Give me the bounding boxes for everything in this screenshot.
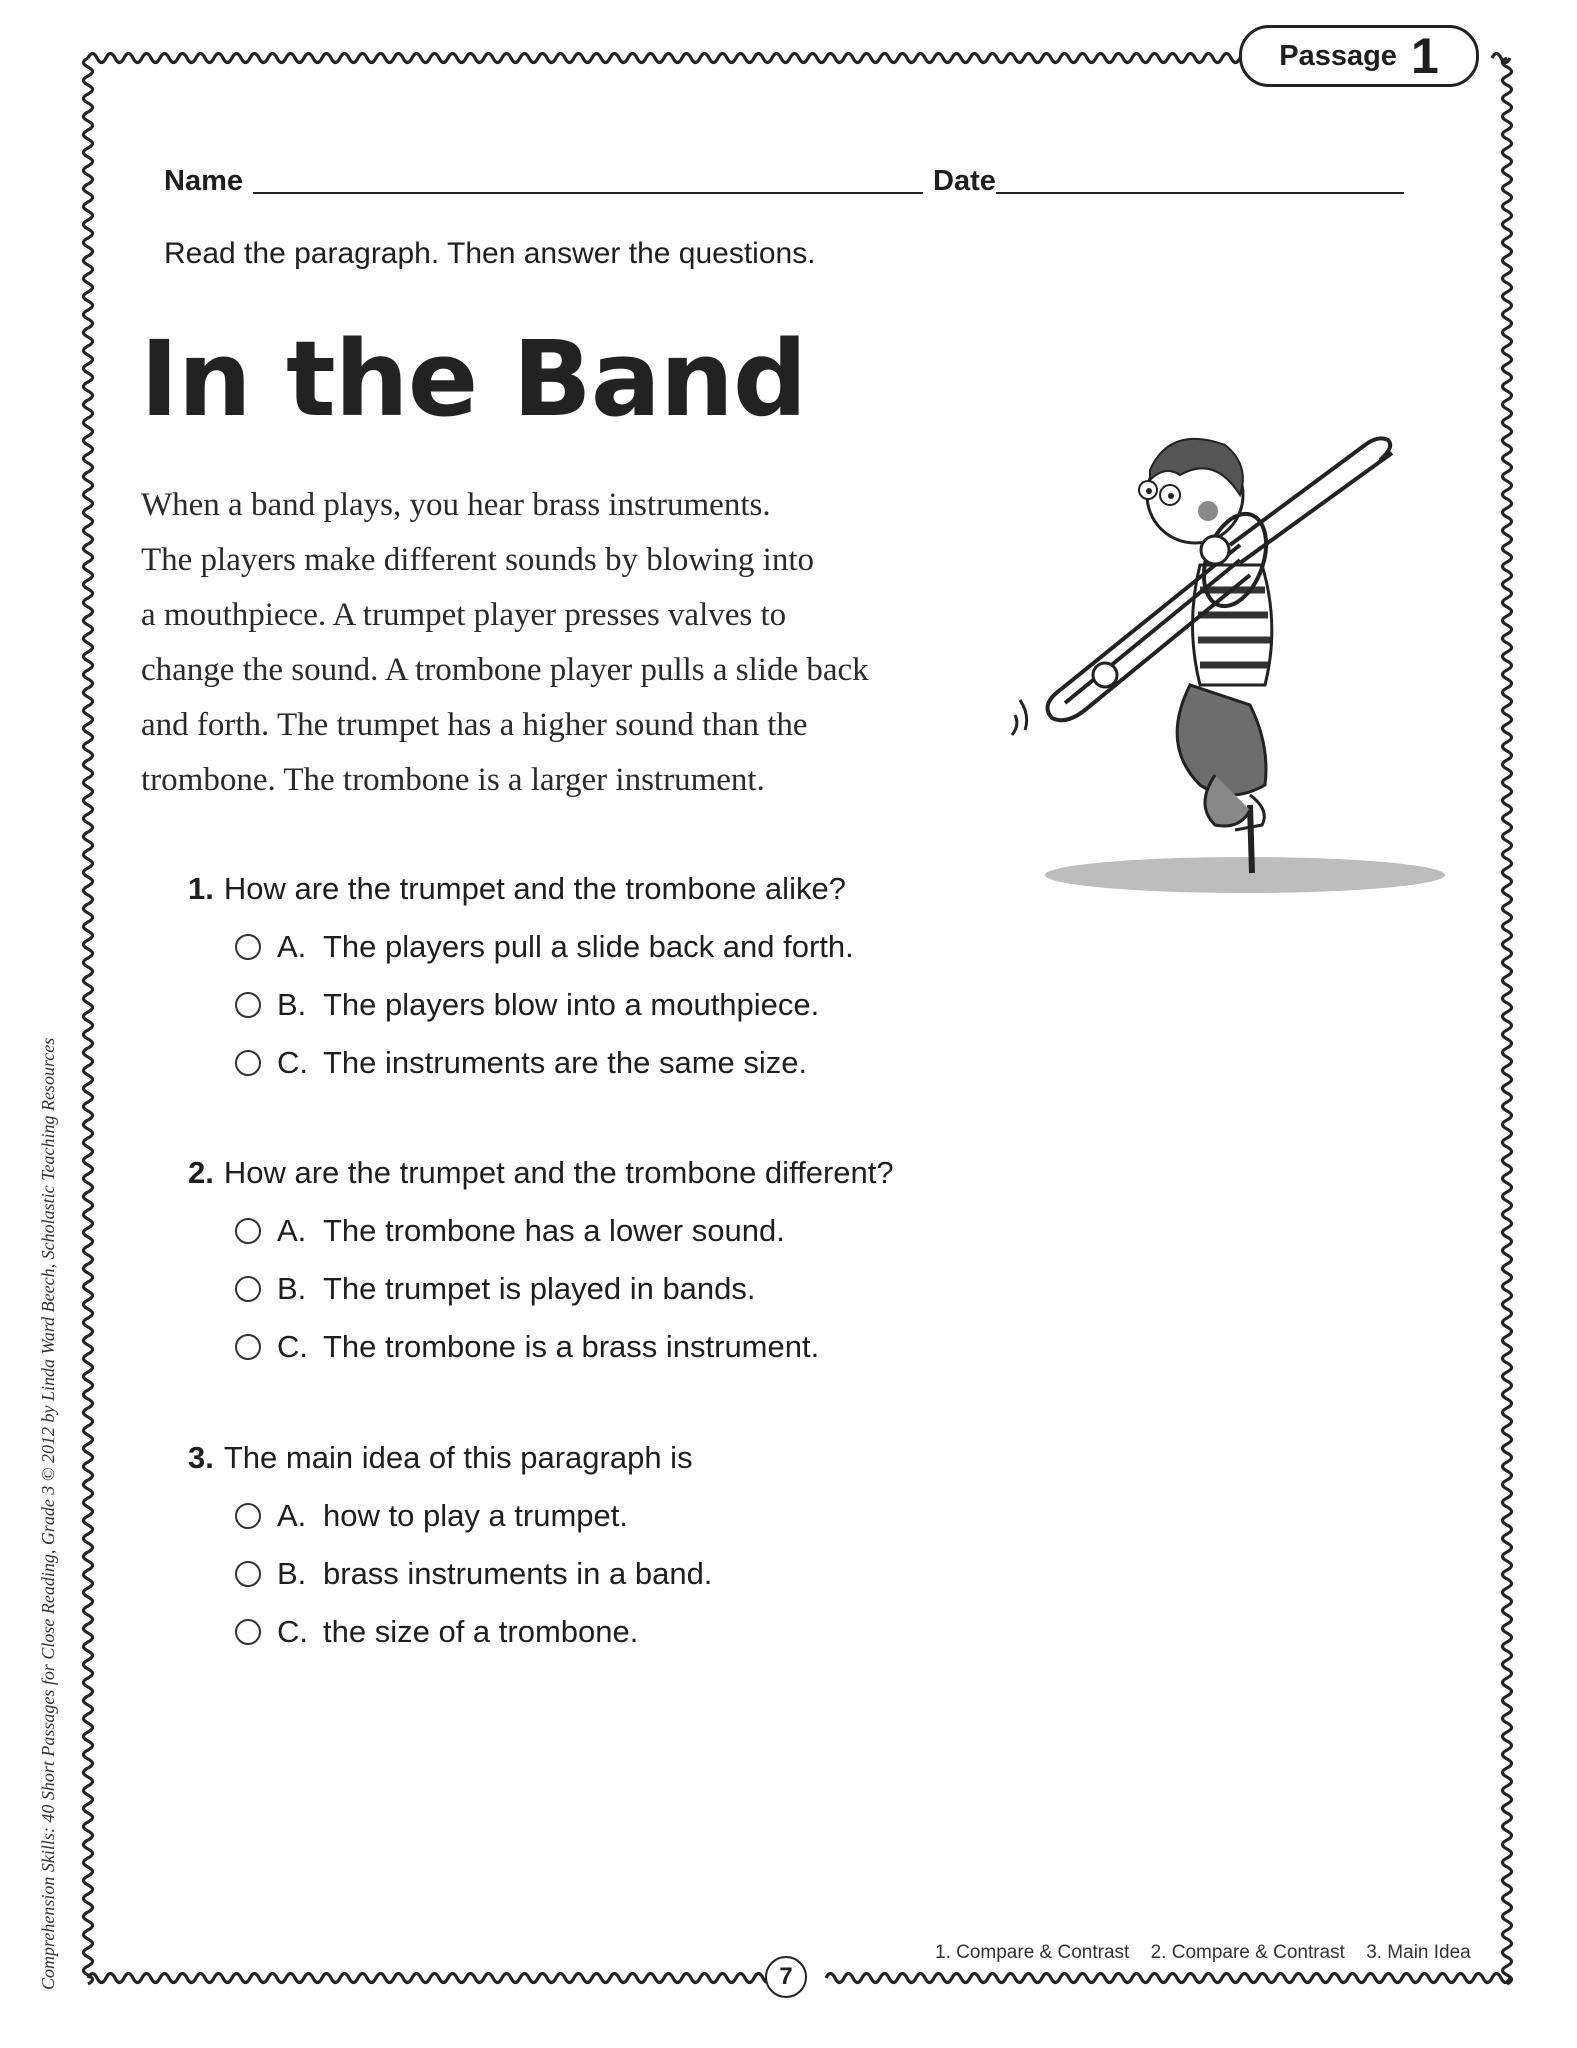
q3-option-c[interactable] xyxy=(235,1614,638,1650)
radio-button[interactable] xyxy=(235,992,261,1018)
q2-option-a[interactable] xyxy=(235,1213,785,1249)
option-letter: C. xyxy=(277,1329,308,1364)
radio-button[interactable] xyxy=(235,1503,261,1529)
option-text: The trombone has a lower sound. xyxy=(323,1213,785,1248)
radio-button[interactable] xyxy=(235,1619,261,1645)
skill-label: 1. Compare & Contrast xyxy=(935,1942,1130,1963)
q3-option-b[interactable] xyxy=(235,1556,712,1592)
question-1 xyxy=(188,871,846,907)
passage-tab xyxy=(1239,25,1479,87)
question-number: 2. xyxy=(188,1155,214,1190)
option-text: how to play a trumpet. xyxy=(323,1498,628,1533)
q2-option-c[interactable] xyxy=(235,1329,819,1365)
q1-option-a[interactable] xyxy=(235,929,854,965)
paragraph-line: The players make different sounds by blowing into xyxy=(141,542,815,578)
q2-option-b[interactable] xyxy=(235,1271,756,1307)
option-letter: A. xyxy=(277,1213,307,1248)
option-text: The instruments are the same size. xyxy=(323,1045,808,1080)
radio-button[interactable] xyxy=(235,1050,261,1076)
name-date-row xyxy=(164,158,1414,198)
radio-button[interactable] xyxy=(235,934,261,960)
question-text: How are the trumpet and the trombone alike? xyxy=(223,871,846,906)
paragraph-line: When a band plays, you hear brass instruments. xyxy=(141,487,771,523)
name-field[interactable] xyxy=(253,191,923,194)
skills-footer xyxy=(935,1942,1471,1964)
date-field[interactable] xyxy=(996,191,1404,194)
passage-label: Passage xyxy=(1279,39,1397,72)
option-text: The trombone is a brass instrument. xyxy=(323,1329,820,1364)
option-text: The trumpet is played in bands. xyxy=(323,1271,756,1306)
option-letter: A. xyxy=(277,1498,307,1533)
passage-number: 1 xyxy=(1410,28,1439,84)
radio-button[interactable] xyxy=(235,1334,261,1360)
question-number: 1. xyxy=(188,871,214,906)
option-text: the size of a trombone. xyxy=(323,1614,639,1649)
q1-option-b[interactable] xyxy=(235,987,819,1023)
option-letter: B. xyxy=(277,987,307,1022)
option-text: brass instruments in a band. xyxy=(323,1556,713,1591)
paragraph-line: and forth. The trumpet has a higher sound than the xyxy=(141,707,808,743)
instructions: Read the paragraph. Then answer the questions. xyxy=(164,237,816,270)
paragraph-line: trombone. The trombone is a larger instrument. xyxy=(141,762,765,798)
option-letter: C. xyxy=(277,1614,308,1649)
question-3 xyxy=(188,1440,693,1476)
option-letter: B. xyxy=(277,1271,307,1306)
skill-label: 3. Main Idea xyxy=(1366,1942,1471,1963)
paragraph-line: change the sound. A trombone player pulls a slide back xyxy=(141,652,869,688)
question-2 xyxy=(188,1155,894,1191)
option-letter: B. xyxy=(277,1556,307,1591)
question-text: The main idea of this paragraph is xyxy=(223,1440,693,1475)
date-label: Date xyxy=(933,165,996,197)
skill-label: 2. Compare & Contrast xyxy=(1150,1942,1345,1963)
passage-title: In the Band xyxy=(140,318,807,440)
q3-option-a[interactable] xyxy=(235,1498,628,1534)
radio-button[interactable] xyxy=(235,1276,261,1302)
name-label: Name xyxy=(164,165,243,197)
question-text: How are the trumpet and the trombone different? xyxy=(223,1155,894,1190)
trombone-player-illustration xyxy=(1000,385,1450,905)
paragraph-line: a mouthpiece. A trumpet player presses valves to xyxy=(141,597,787,633)
q1-option-c[interactable] xyxy=(235,1045,807,1081)
radio-button[interactable] xyxy=(235,1561,261,1587)
passage-paragraph xyxy=(141,478,971,808)
question-number: 3. xyxy=(188,1440,214,1475)
radio-button[interactable] xyxy=(235,1218,261,1244)
option-letter: A. xyxy=(277,929,307,964)
option-letter: C. xyxy=(277,1045,308,1080)
option-text: The players blow into a mouthpiece. xyxy=(323,987,820,1022)
option-text: The players pull a slide back and forth. xyxy=(323,929,854,964)
page-number: 7 xyxy=(765,1956,807,1998)
copyright-credit: Comprehension Skills: 40 Short Passages for Close Reading, Grade 3 © 2012 by Linda Ward Beech, Scholastic Teaching Resources xyxy=(38,1037,58,1990)
